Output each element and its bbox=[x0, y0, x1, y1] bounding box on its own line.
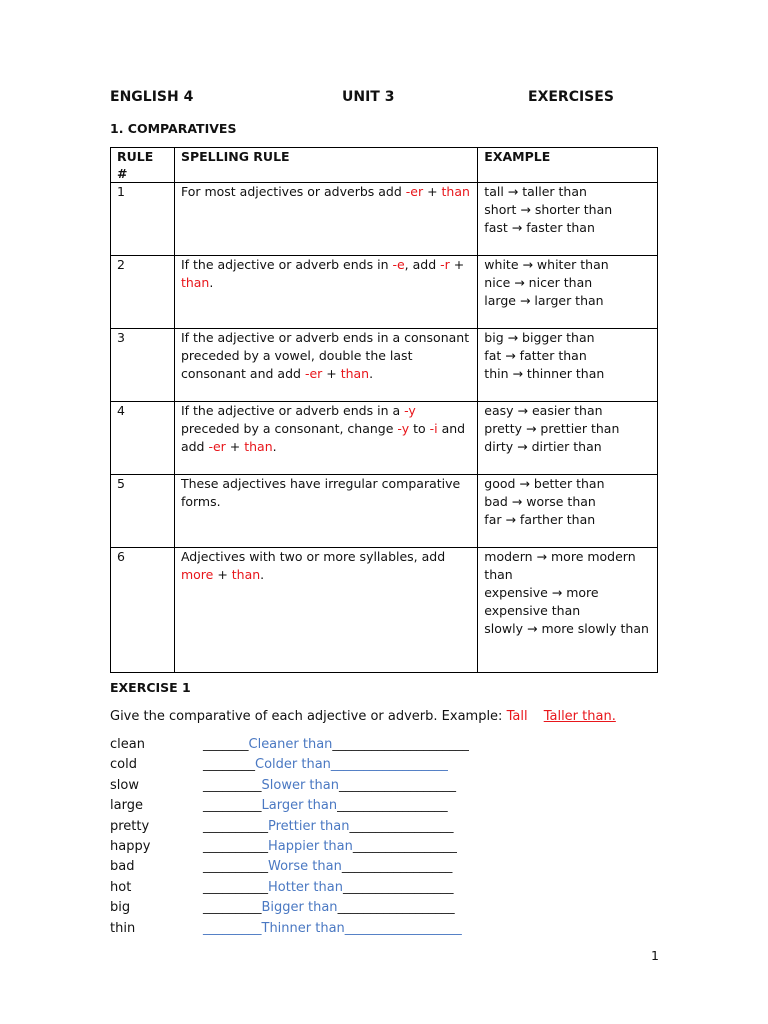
rule-text: If the adjective or adverb ends in a consonant preceded by a vowel, double the last consonant and add bbox=[180, 330, 470, 381]
rule-number: 2 bbox=[111, 256, 175, 329]
table-row bbox=[111, 402, 658, 475]
adjective-word: slow bbox=[110, 777, 139, 793]
example-line: tall → taller than bbox=[484, 184, 587, 199]
rule-highlight: -er bbox=[208, 439, 226, 454]
adjective-word: bad bbox=[110, 859, 135, 875]
answer-field[interactable] bbox=[203, 796, 448, 816]
example-line: large → larger than bbox=[484, 293, 604, 308]
answer-text: Hotter than bbox=[268, 879, 343, 895]
blank-line: _________________ bbox=[342, 879, 454, 895]
table-row bbox=[111, 329, 658, 402]
table-row bbox=[111, 548, 658, 673]
rule-highlight: more bbox=[180, 567, 214, 582]
adjective-word: happy bbox=[110, 838, 151, 854]
rule-text: These adjectives have irregular comparative forms. bbox=[180, 476, 461, 509]
blank-line: _________ bbox=[203, 900, 262, 916]
rule-highlight: -e bbox=[392, 257, 405, 272]
course-title: ENGLISH 4 bbox=[110, 89, 194, 105]
answer-text: Prettier than bbox=[268, 818, 350, 834]
example-line: white → whiter than bbox=[484, 257, 609, 272]
rule-text: and add bbox=[180, 421, 466, 454]
answer-field[interactable] bbox=[203, 878, 453, 898]
exercises-title: EXERCISES bbox=[528, 89, 614, 105]
spelling-rule bbox=[174, 402, 477, 475]
rule-text: + bbox=[322, 366, 341, 381]
answer-field[interactable] bbox=[203, 776, 456, 796]
exercise-title: EXERCISE 1 bbox=[110, 680, 191, 695]
example-answer: Taller than. bbox=[543, 709, 616, 724]
example-word: Tall bbox=[506, 709, 528, 724]
blank-line: ________ bbox=[203, 757, 255, 773]
rule-text: , add bbox=[404, 257, 441, 272]
rule-highlight: than bbox=[244, 439, 273, 454]
rule-examples bbox=[478, 256, 658, 329]
blank-line: _______ bbox=[203, 737, 249, 752]
answer-text: Cleaner than bbox=[248, 737, 333, 752]
page-number: 1 bbox=[651, 948, 659, 963]
blank-line: __________ bbox=[203, 859, 268, 875]
example-line: thin → thinner than bbox=[484, 366, 605, 381]
example-line: dirty → dirtier than bbox=[484, 439, 602, 454]
rule-highlight: than bbox=[441, 184, 470, 199]
example-line: short → shorter than bbox=[484, 202, 613, 217]
answer-text: Larger than bbox=[261, 798, 338, 814]
example-line: easy → easier than bbox=[484, 403, 603, 418]
answer-field[interactable] bbox=[203, 919, 462, 939]
table-row bbox=[111, 256, 658, 329]
spelling-rule bbox=[174, 183, 477, 256]
example-line: expensive → more expensive than bbox=[484, 585, 599, 618]
example-line: bad → worse than bbox=[484, 494, 596, 509]
example-line: pretty → prettier than bbox=[484, 421, 620, 436]
blank-line: __________ bbox=[203, 838, 268, 854]
rule-text: + bbox=[423, 184, 442, 199]
answer-text: Slower than bbox=[261, 777, 339, 793]
spelling-rule bbox=[174, 475, 477, 548]
rule-highlight: -i bbox=[429, 421, 438, 436]
rule-examples bbox=[478, 475, 658, 548]
spelling-rule bbox=[174, 329, 477, 402]
rule-text: If the adjective or adverb ends in a bbox=[180, 403, 405, 418]
blank-line: _________________ bbox=[337, 798, 448, 814]
answer-field[interactable] bbox=[203, 837, 457, 857]
comparatives-table bbox=[110, 147, 658, 673]
rule-highlight: -y bbox=[397, 421, 410, 436]
table-header-row bbox=[111, 148, 658, 183]
answer-text: Bigger than bbox=[261, 900, 338, 916]
blank-line: _________ bbox=[203, 777, 262, 793]
rule-text: . bbox=[369, 366, 374, 381]
spelling-rule bbox=[174, 256, 477, 329]
adjective-word: hot bbox=[110, 879, 132, 895]
rule-number: 5 bbox=[111, 475, 175, 548]
answer-text: Worse than bbox=[268, 859, 342, 875]
instruction-text: Give the comparative of each adjective or adverb. Example: bbox=[110, 709, 503, 724]
example-line: slowly → more slowly than bbox=[484, 621, 649, 636]
exercise-instruction bbox=[110, 709, 616, 724]
example-line: far → farther than bbox=[484, 512, 596, 527]
rule-text: . bbox=[209, 275, 214, 290]
rule-highlight: -er bbox=[405, 184, 424, 199]
rule-highlight: than bbox=[231, 567, 261, 582]
blank-line: __________ bbox=[203, 879, 268, 895]
rule-examples bbox=[478, 329, 658, 402]
blank-line: ________________ bbox=[349, 818, 454, 834]
rule-examples bbox=[478, 183, 658, 256]
rule-number: 6 bbox=[111, 548, 175, 673]
answer-text: Colder than bbox=[255, 757, 331, 773]
blank-line: __________ bbox=[203, 818, 268, 834]
rule-highlight: than bbox=[180, 275, 210, 290]
rule-text: + bbox=[449, 257, 465, 272]
page-header bbox=[110, 89, 670, 109]
answer-field[interactable] bbox=[203, 755, 448, 775]
adjective-word: thin bbox=[110, 920, 136, 936]
blank-line: _________ bbox=[203, 798, 262, 814]
rule-text: Adjectives with two or more syllables, add bbox=[180, 549, 446, 564]
example-line: good → better than bbox=[484, 476, 605, 491]
answer-field[interactable] bbox=[203, 735, 469, 755]
rule-number: 3 bbox=[111, 329, 175, 402]
rule-examples bbox=[478, 548, 658, 673]
example-line: nice → nicer than bbox=[484, 275, 593, 290]
answer-text: Happier than bbox=[268, 838, 353, 854]
example-line: big → bigger than bbox=[484, 330, 595, 345]
rule-text: + bbox=[225, 439, 245, 454]
unit-title: UNIT 3 bbox=[342, 89, 395, 105]
example-line: modern → more modern than bbox=[484, 549, 636, 582]
column-header-example: EXAMPLE bbox=[478, 148, 658, 183]
blank-line: _________________ bbox=[341, 859, 453, 875]
rule-highlight: than bbox=[340, 366, 370, 381]
rule-highlight: -y bbox=[404, 403, 416, 418]
section-title: 1. COMPARATIVES bbox=[110, 121, 237, 136]
rule-text: For most adjectives or adverbs add bbox=[180, 184, 406, 199]
rule-highlight: -r bbox=[440, 257, 450, 272]
answer-text: Thinner than bbox=[261, 920, 345, 936]
rule-text: to bbox=[409, 421, 430, 436]
adjective-word: big bbox=[110, 900, 131, 916]
example-line: fast → faster than bbox=[484, 220, 595, 235]
blank-line: __________________ bbox=[338, 777, 456, 793]
blank-line: ________________ bbox=[352, 838, 457, 854]
example-line: fat → fatter than bbox=[484, 348, 587, 363]
adjective-word: pretty bbox=[110, 818, 150, 834]
answer-field[interactable] bbox=[203, 898, 455, 918]
column-header-rule-number: RULE # bbox=[111, 148, 175, 183]
adjective-word: cold bbox=[110, 757, 137, 773]
rule-text: preceded by a consonant, change bbox=[180, 421, 398, 436]
rule-text: . bbox=[272, 439, 277, 454]
rule-text: . bbox=[260, 567, 265, 582]
table-row bbox=[111, 183, 658, 256]
column-header-spelling-rule: SPELLING RULE bbox=[174, 148, 477, 183]
rule-number: 4 bbox=[111, 402, 175, 475]
spelling-rule bbox=[174, 548, 477, 673]
rule-examples bbox=[478, 402, 658, 475]
answer-field[interactable] bbox=[203, 817, 454, 837]
rule-highlight: -er bbox=[304, 366, 323, 381]
rule-text: If the adjective or adverb ends in bbox=[180, 257, 393, 272]
adjective-word: clean bbox=[110, 737, 145, 752]
blank-line: __________________ bbox=[337, 900, 455, 916]
blank-line: _____________________ bbox=[332, 737, 469, 752]
adjective-word: large bbox=[110, 798, 143, 814]
rule-text: + bbox=[213, 567, 232, 582]
answer-field[interactable] bbox=[203, 857, 452, 877]
rule-number: 1 bbox=[111, 183, 175, 256]
blank-line: _________ bbox=[203, 920, 262, 936]
blank-line: __________________ bbox=[330, 757, 448, 773]
table-row bbox=[111, 475, 658, 548]
blank-line: __________________ bbox=[344, 920, 462, 936]
